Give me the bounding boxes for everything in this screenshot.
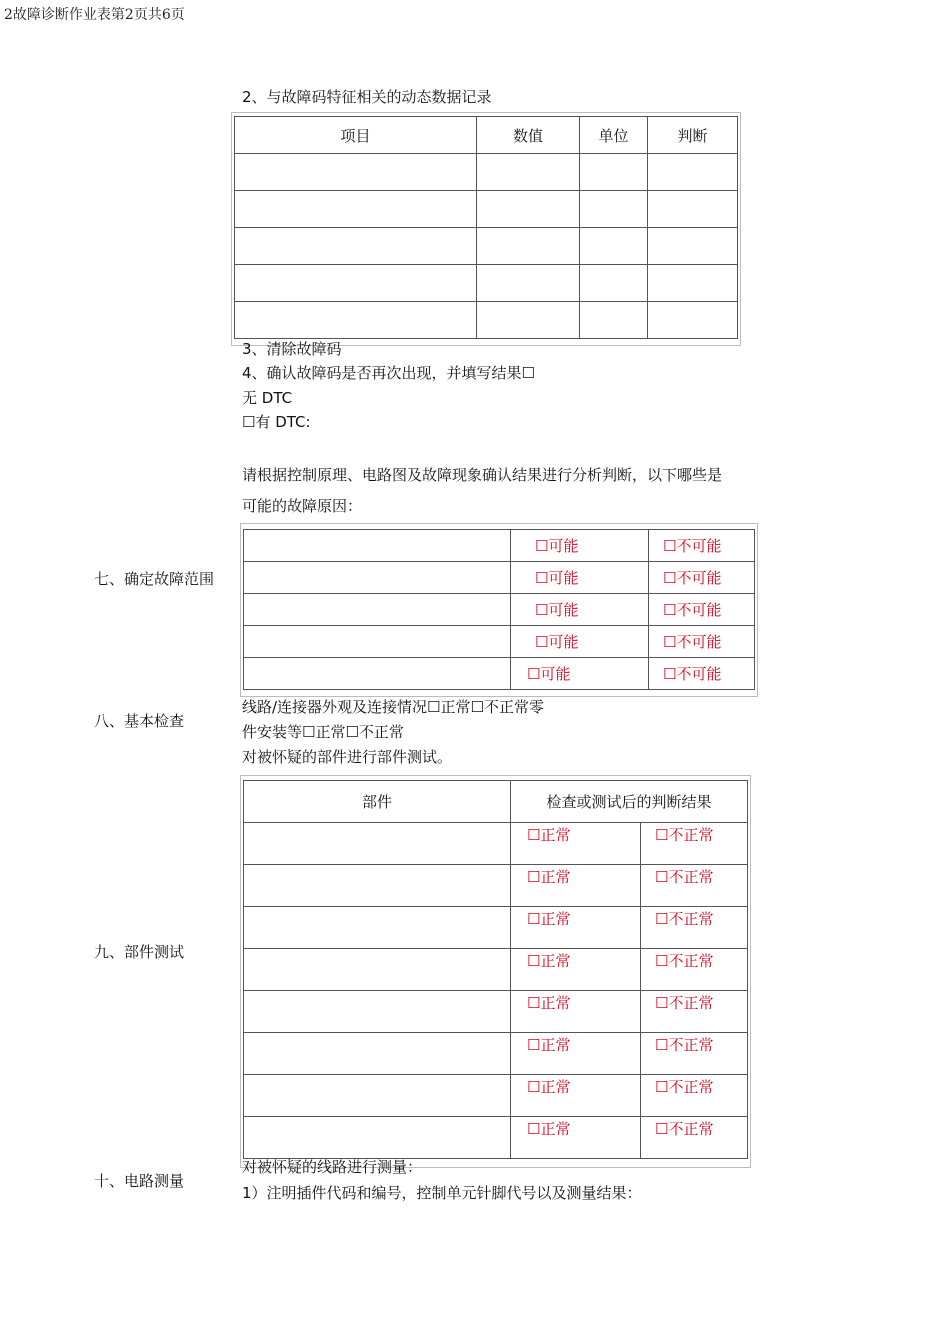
- table-row: [244, 949, 748, 991]
- cell[interactable]: [580, 302, 648, 339]
- cell[interactable]: [477, 154, 580, 191]
- table-row: [244, 658, 755, 690]
- table-row: [244, 626, 755, 658]
- cell[interactable]: [648, 154, 738, 191]
- basic-check-line-2[interactable]: 件安装等☐正常☐不正常: [242, 723, 404, 741]
- normal-checkbox[interactable]: ☐正常: [511, 949, 641, 991]
- cell[interactable]: [235, 265, 477, 302]
- table-row: [244, 1033, 748, 1075]
- possible-checkbox[interactable]: ☐可能: [511, 530, 649, 562]
- col-header-part: 部件: [244, 781, 511, 823]
- table-row: [244, 530, 755, 562]
- part-test-intro: 对被怀疑的部件进行部件测试。: [242, 748, 453, 766]
- cell[interactable]: [580, 154, 648, 191]
- analysis-line-1: 请根据控制原理、电路图及故障现象确认结果进行分析判断，以下哪些是: [242, 466, 723, 484]
- dyn-data-table: [234, 116, 738, 339]
- impossible-checkbox[interactable]: ☐不可能: [649, 594, 755, 626]
- table-row: [235, 154, 738, 191]
- dyn-data-title: 2、与故障码特征相关的动态数据记录: [242, 88, 492, 106]
- table-row: [244, 991, 748, 1033]
- cell[interactable]: [235, 154, 477, 191]
- col-header-result: 检查或测试后的判断结果: [511, 781, 748, 823]
- table-row: [244, 865, 748, 907]
- parts-test-table: [243, 780, 748, 1159]
- normal-checkbox[interactable]: ☐正常: [511, 823, 641, 865]
- normal-checkbox[interactable]: ☐正常: [511, 865, 641, 907]
- table-row: [244, 594, 755, 626]
- cell[interactable]: [235, 302, 477, 339]
- part-cell[interactable]: [244, 1075, 511, 1117]
- abnormal-checkbox[interactable]: ☐不正常: [641, 865, 748, 907]
- analysis-line-2: 可能的故障原因：: [242, 497, 363, 515]
- table-row: [235, 228, 738, 265]
- table-row: [244, 1117, 748, 1159]
- possible-checkbox[interactable]: ☐可能: [511, 562, 649, 594]
- table-row: [235, 191, 738, 228]
- basic-check-line-1[interactable]: 线路/连接器外观及连接情况☐正常☐不正常零: [242, 698, 544, 716]
- part-cell[interactable]: [244, 1117, 511, 1159]
- cell[interactable]: [477, 265, 580, 302]
- section-9-title: 九、部件测试: [94, 943, 185, 961]
- part-cell[interactable]: [244, 991, 511, 1033]
- abnormal-checkbox[interactable]: ☐不正常: [641, 823, 748, 865]
- confirm-dtc-step[interactable]: 4、确认故障码是否再次出现，并填写结果☐: [242, 364, 535, 382]
- impossible-checkbox[interactable]: ☐不可能: [649, 530, 755, 562]
- col-header-unit: 单位: [580, 117, 648, 154]
- possible-checkbox[interactable]: ☐可能: [511, 658, 649, 690]
- normal-checkbox[interactable]: ☐正常: [511, 907, 641, 949]
- cause-cell[interactable]: [244, 530, 511, 562]
- clear-dtc-step: 3、清除故障码: [242, 340, 342, 358]
- cause-cell[interactable]: [244, 658, 511, 690]
- table-row: [244, 1075, 748, 1117]
- cause-cell[interactable]: [244, 594, 511, 626]
- cell[interactable]: [235, 228, 477, 265]
- section-7-title: 七、确定故障范围: [94, 570, 215, 588]
- abnormal-checkbox[interactable]: ☐不正常: [641, 991, 748, 1033]
- cell[interactable]: [580, 228, 648, 265]
- no-dtc-option[interactable]: 无 DTC: [242, 389, 293, 407]
- part-cell[interactable]: [244, 865, 511, 907]
- cell[interactable]: [580, 265, 648, 302]
- section-8-title: 八、基本检查: [94, 712, 185, 730]
- normal-checkbox[interactable]: ☐正常: [511, 1075, 641, 1117]
- normal-checkbox[interactable]: ☐正常: [511, 1117, 641, 1159]
- table-row: [244, 823, 748, 865]
- normal-checkbox[interactable]: ☐正常: [511, 1033, 641, 1075]
- cell[interactable]: [648, 302, 738, 339]
- table-row: [235, 265, 738, 302]
- cell[interactable]: [648, 265, 738, 302]
- col-header-value: 数值: [477, 117, 580, 154]
- page-header: 2故障诊断作业表第2页共6页: [4, 7, 185, 23]
- abnormal-checkbox[interactable]: ☐不正常: [641, 1033, 748, 1075]
- table-row: [235, 302, 738, 339]
- circuit-measure-instruction: 1）注明插件代码和编号，控制单元针脚代号以及测量结果：: [242, 1184, 642, 1202]
- abnormal-checkbox[interactable]: ☐不正常: [641, 907, 748, 949]
- part-cell[interactable]: [244, 907, 511, 949]
- normal-checkbox[interactable]: ☐正常: [511, 991, 641, 1033]
- part-cell[interactable]: [244, 949, 511, 991]
- cell[interactable]: [235, 191, 477, 228]
- cell[interactable]: [477, 191, 580, 228]
- table-row: [244, 562, 755, 594]
- cause-cell[interactable]: [244, 562, 511, 594]
- impossible-checkbox[interactable]: ☐不可能: [649, 658, 755, 690]
- cell[interactable]: [580, 191, 648, 228]
- cell[interactable]: [648, 228, 738, 265]
- part-cell[interactable]: [244, 1033, 511, 1075]
- abnormal-checkbox[interactable]: ☐不正常: [641, 949, 748, 991]
- part-cell[interactable]: [244, 823, 511, 865]
- cell[interactable]: [648, 191, 738, 228]
- cell[interactable]: [477, 228, 580, 265]
- abnormal-checkbox[interactable]: ☐不正常: [641, 1075, 748, 1117]
- possible-checkbox[interactable]: ☐可能: [511, 626, 649, 658]
- circuit-measure-intro: 对被怀疑的线路进行测量：: [242, 1158, 423, 1176]
- col-header-judgement: 判断: [648, 117, 738, 154]
- table-row: [244, 907, 748, 949]
- cell[interactable]: [477, 302, 580, 339]
- impossible-checkbox[interactable]: ☐不可能: [649, 626, 755, 658]
- abnormal-checkbox[interactable]: ☐不正常: [641, 1117, 748, 1159]
- fault-range-table: [243, 529, 755, 690]
- col-header-item: 项目: [235, 117, 477, 154]
- cause-cell[interactable]: [244, 626, 511, 658]
- impossible-checkbox[interactable]: ☐不可能: [649, 562, 755, 594]
- possible-checkbox[interactable]: ☐可能: [511, 594, 649, 626]
- section-10-title: 十、电路测量: [94, 1172, 185, 1190]
- has-dtc-option[interactable]: ☐有 DTC:: [242, 413, 311, 431]
